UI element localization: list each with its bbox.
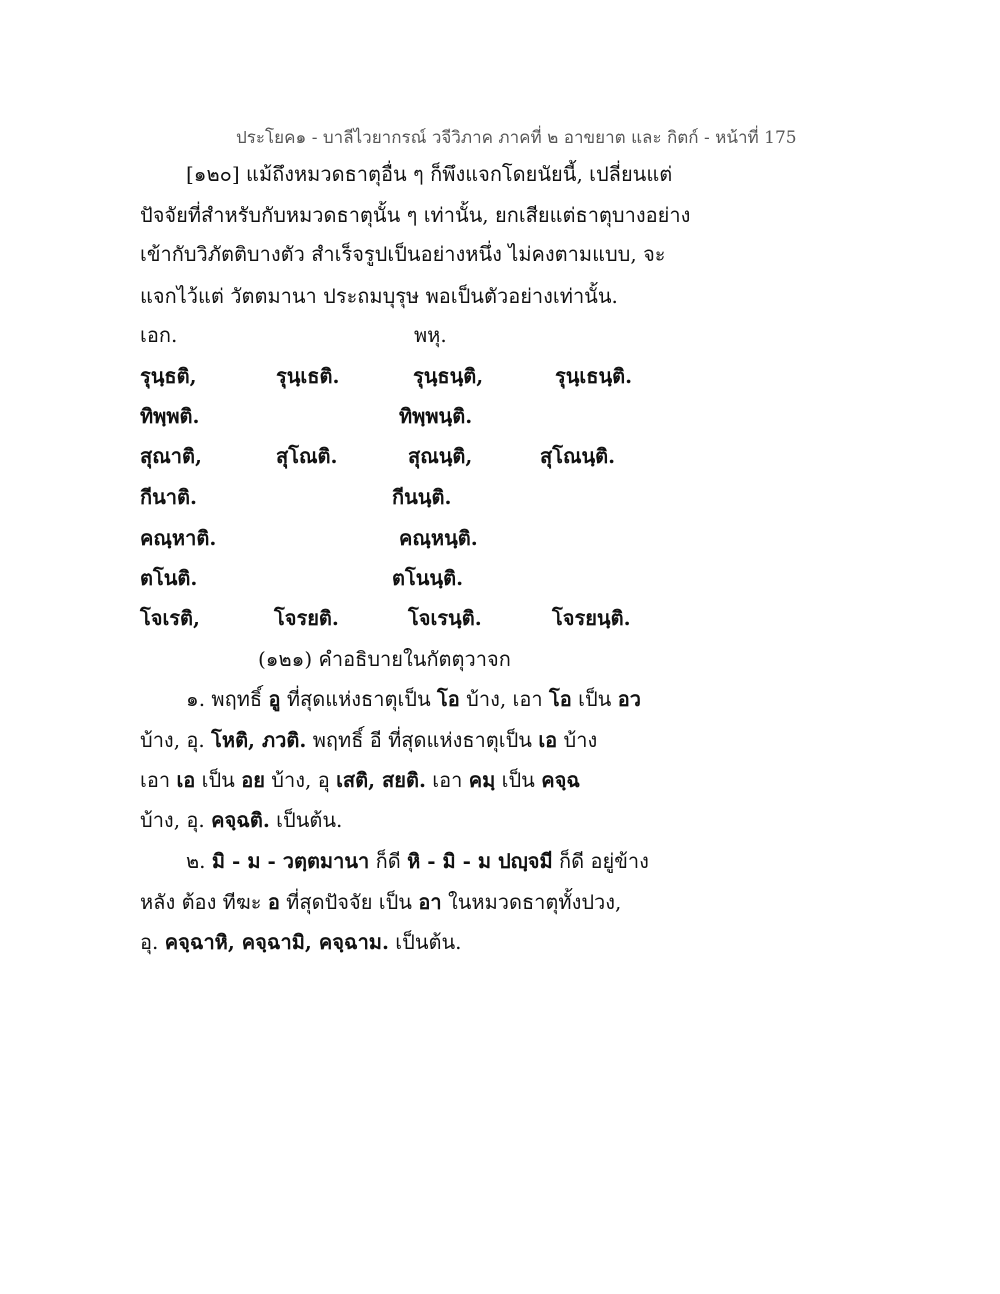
text-span: บ้าง	[557, 728, 598, 752]
text-span: เป็นต้น.	[269, 808, 343, 832]
table-cell: สุโณนฺติ.	[540, 444, 616, 468]
text-span: บ้าง, อุ	[264, 768, 337, 792]
text-span: ที่สุดแห่งธาตุเป็น	[280, 687, 438, 711]
bold-term: อู	[268, 687, 281, 711]
bold-term: คจฺฉ	[541, 768, 580, 792]
table-cell: ตโนนฺติ.	[392, 566, 464, 590]
section-120-line-4: แจกไว้แต่ วัตตมานา ประถมบุรุษ พอเป็นตัวอย่างเท่านั้น.	[140, 284, 618, 308]
bold-term: อว	[617, 687, 641, 711]
table-cell: สุณาติ,	[140, 444, 202, 468]
bold-term: อา	[418, 890, 442, 914]
bold-term: โหติ, ภวติ.	[211, 728, 307, 752]
text-span: เป็นต้น.	[388, 930, 462, 954]
table-cell: รุนฺธนฺติ,	[413, 364, 484, 388]
table-cell: รุนฺเธติ.	[276, 364, 340, 388]
table-cell: ทิพฺพนฺติ.	[399, 404, 473, 428]
table-cell: โจเรติ,	[140, 606, 200, 630]
bold-term: มิ - ม - วตฺตมานา	[211, 849, 370, 873]
text-span: เป็น	[571, 687, 618, 711]
text-span: หลัง ต้อง ทีฆะ	[140, 890, 268, 914]
column-header-eka: เอก.	[140, 323, 178, 347]
text-span: ในหมวดธาตุทั้งปวง,	[441, 890, 622, 914]
bold-term: โอ	[437, 687, 460, 711]
table-cell: โจรยนฺติ.	[552, 606, 631, 630]
table-cell: กีนนฺติ.	[392, 485, 452, 509]
text-span: ก็ดี	[369, 849, 408, 873]
running-header: ประโยค๑ - บาลีไวยากรณ์ วจีวิภาค ภาคที่ ๒ อาขยาต และ กิตก์ - หน้าที่ 175	[236, 128, 797, 148]
section-120-line-1: [๑๒๐] แม้ถึงหมวดธาตุอื่น ๆ ก็พึงแจกโดยนัยนี้, เปลี่ยนแต่	[186, 162, 673, 186]
table-cell: ตโนติ.	[140, 566, 198, 590]
table-cell: ทิพฺพติ.	[140, 404, 200, 428]
table-cell: กีนาติ.	[140, 485, 197, 509]
bold-term: หิ - มิ - ม ปญฺจมี	[407, 849, 553, 873]
item-1-line-1	[186, 686, 641, 712]
table-cell: คณฺหาติ.	[140, 526, 217, 550]
table-cell: รุนฺธติ,	[140, 364, 197, 388]
text-span: ก็ดี อยู่ข้าง	[552, 849, 649, 873]
table-cell: สุโณติ.	[276, 444, 338, 468]
column-header-bahu: พหุ.	[414, 323, 447, 347]
table-cell: รุนฺเธนฺติ.	[555, 364, 633, 388]
text-span: บ้าง, อุ.	[140, 728, 212, 752]
bold-term: คมฺ	[468, 768, 496, 792]
bold-term: คจฺฉติ.	[211, 808, 270, 832]
text-span: เอา	[140, 768, 177, 792]
section-121-heading: (๑๒๑) คำอธิบายในกัตตุวาจก	[258, 647, 511, 671]
text-span: อุ.	[140, 930, 165, 954]
item-1-line-3	[140, 767, 580, 793]
text-span: ๒.	[186, 849, 212, 873]
text-span: เอา	[425, 768, 469, 792]
bold-term: โอ	[549, 687, 572, 711]
table-cell: สุณนฺติ,	[408, 444, 473, 468]
text-span: บ้าง, อุ.	[140, 808, 212, 832]
text-span: ที่สุดปัจจัย เป็น	[279, 890, 419, 914]
section-120-line-2: ปัจจัยที่สำหรับกับหมวดธาตุนั้น ๆ เท่านั้น, ยกเสียแต่ธาตุบางอย่าง	[140, 203, 691, 227]
bold-term: อย	[241, 768, 265, 792]
table-cell: โจเรนฺติ.	[408, 606, 482, 630]
bold-term: คจฺฉาหิ, คจฺฉามิ, คจฺฉาม.	[164, 930, 389, 954]
bold-term: อ	[267, 890, 280, 914]
bold-term: เอ	[538, 728, 558, 752]
table-cell: โจรยติ.	[274, 606, 339, 630]
item-2-line-2	[140, 889, 621, 915]
item-2-line-3	[140, 929, 462, 955]
item-1-line-4	[140, 807, 342, 833]
text-span: เป็น	[195, 768, 242, 792]
text-span: เป็น	[495, 768, 542, 792]
text-span: บ้าง, เอา	[459, 687, 549, 711]
item-1-line-2	[140, 727, 597, 753]
bold-term: เอ	[176, 768, 196, 792]
bold-term: เสติ, สยติ.	[336, 768, 426, 792]
table-cell: คณฺหนฺติ.	[399, 526, 478, 550]
text-span: พฤทธิ์ อี ที่สุดแห่งธาตุเป็น	[306, 728, 539, 752]
text-span: ๑. พฤทธิ์	[186, 687, 269, 711]
section-120-line-3: เข้ากับวิภัตติบางตัว สำเร็จรูปเป็นอย่างหนึ่ง ไม่คงตามแบบ, จะ	[140, 242, 666, 266]
item-2-line-1	[186, 848, 649, 874]
